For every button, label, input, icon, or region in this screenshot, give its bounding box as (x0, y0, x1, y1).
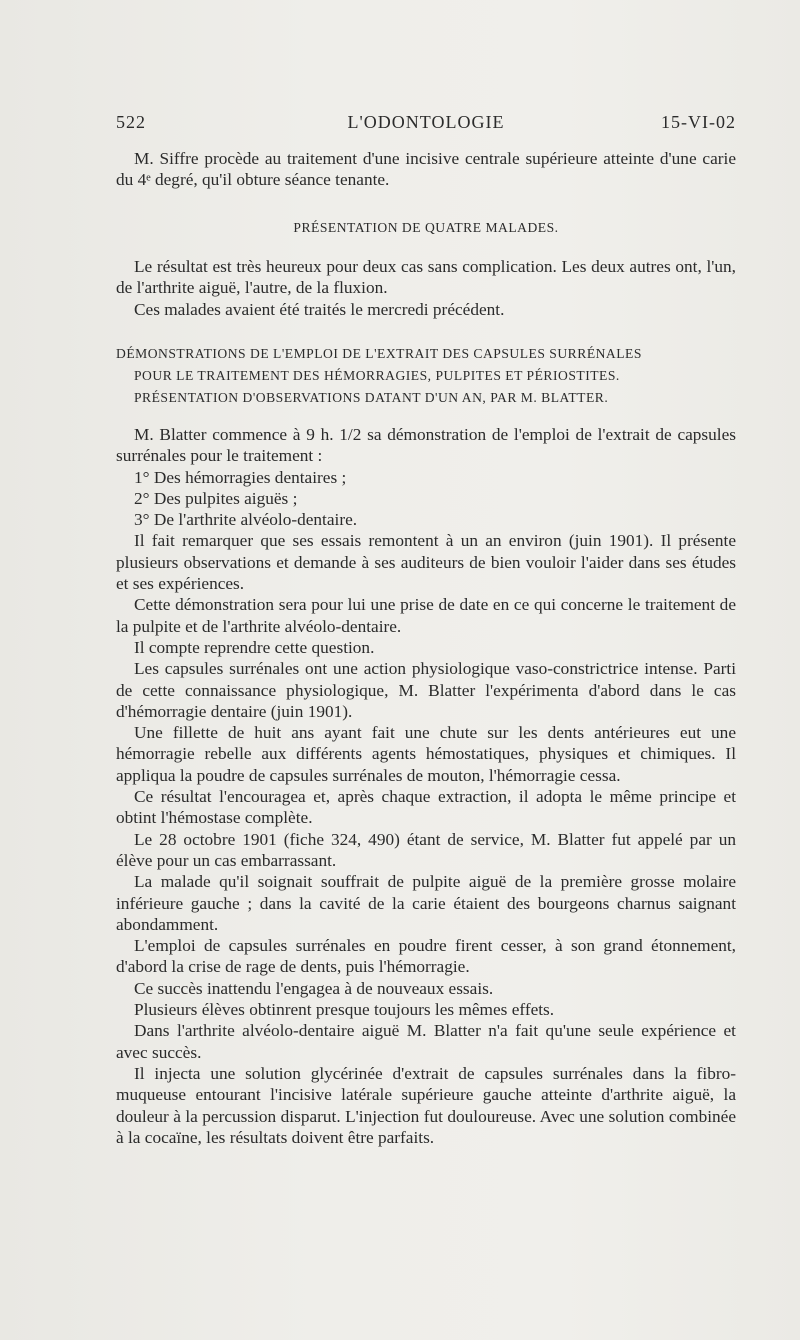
body-paragraph: L'emploi de capsules surrénales en poudre firent cesser, à son grand étonnement, d'abord la crise de rage de dents, puis l'hémorragie. (116, 936, 736, 977)
section-title-presentation: PRÉSENTATION DE QUATRE MALADES. (293, 220, 559, 235)
list-item-1: 1° Des hémorragies dentaires ; (134, 467, 347, 487)
body-paragraph: Le 28 octobre 1901 (fiche 324, 490) étant de service, M. Blatter fut appelé par un élève pour un cas embarrassant. (116, 829, 736, 870)
body-paragraph: Il compte reprendre cette question. (134, 637, 375, 657)
body-paragraph: Ce résultat l'encouragea et, après chaque extraction, il adopta le même principe et obtint l'hémostase complète. (116, 787, 736, 828)
list-item-2: 2° Des pulpites aiguës ; (134, 488, 298, 508)
body-paragraph: Plusieurs élèves obtinrent presque toujours les mêmes effets. (134, 1000, 555, 1020)
body-paragraph: Dans l'arthrite alvéolo-dentaire aiguë M. Blatter n'a fait qu'une seule expérience et avec succès. (116, 1021, 736, 1062)
body-paragraph: Il injecta une solution glycérinée d'extrait de capsules surrénales dans la fibro-muqueuse entourant l'incisive latérale supérieure gauche atteinte d'arthrite aiguë, la douleur à la percussion disparut. L'injection fut douloureuse. Avec une solution combinée à la cocaïne, les résultats doivent être parfaits. (116, 1063, 736, 1147)
section1-paragraph-1: Le résultat est très heureux pour deux cas sans complication. Les deux autres ont, l'un, de l'arthrite aiguë, l'autre, de la fluxion. (116, 257, 736, 298)
issue-date: 15-VI-02 (661, 112, 736, 132)
list-item-3: 3° De l'arthrite alvéolo-dentaire. (134, 510, 358, 530)
body-paragraph: La malade qu'il soignait souffrait de pulpite aiguë de la première grosse molaire inférieure gauche ; dans la cavité de la carie étaient des bourgeons charnus saignant abondamment. (116, 872, 736, 934)
intro-text: M. Siffre procède au traitement d'une incisive centrale supérieure atteinte d'une carie du 4ᵉ degré, qu'il obture séance tenante. (116, 149, 736, 190)
section-title-demonstrations (116, 343, 736, 409)
section1-paragraph-2: Ces malades avaient été traités le mercredi précédent. (134, 299, 505, 319)
body-paragraph: Une fillette de huit ans ayant fait une chute sur les dents antérieures eut une hémorragie rebelle aux différents agents hémostatiques, physiques et chimiques. Il appliqua la poudre de capsules surrénales de mouton, l'hémorragie cessa. (116, 723, 736, 785)
page-number: 522 (116, 112, 146, 132)
section2-title-line-3: PRÉSENTATION D'OBSERVATIONS DATANT D'UN AN, PAR M. BLATTER. (134, 390, 609, 405)
section1-body (116, 256, 736, 320)
section2-title-line-2: POUR LE TRAITEMENT DES HÉMORRAGIES, PULPITES ET PÉRIOSTITES. (134, 368, 620, 383)
intro-paragraph (116, 148, 736, 191)
body-paragraph: Cette démonstration sera pour lui une prise de date en ce qui concerne le traitement de la pulpite et de l'arthrite alvéolo-dentaire. (116, 595, 736, 636)
body-paragraph: Ce succès inattendu l'engagea à de nouveaux essais. (134, 978, 494, 998)
body-paragraph: Les capsules surrénales ont une action physiologique vaso-constrictrice intense. Parti de cette connaissance physiologique, M. Blatter l'expérimenta d'abord dans le cas d'hémorragie dentaire (juin 1901). (116, 659, 736, 721)
body-paragraph: Il fait remarquer que ses essais remontent à un an environ (juin 1901). Il présente plusieurs observations et demande à ses auditeurs de bien vouloir l'aider dans ses études et ses expériences. (116, 531, 736, 594)
running-header (116, 112, 736, 138)
section2-title-line-1: DÉMONSTRATIONS DE L'EMPLOI DE L'EXTRAIT DES CAPSULES SURRÉNALES (116, 346, 642, 361)
section2-body (116, 424, 736, 1148)
journal-title: L'ODONTOLOGIE (347, 112, 505, 132)
body-paragraph-intro: M. Blatter commence à 9 h. 1/2 sa démonstration de l'emploi de l'extrait de capsules surrénales pour le traitement : (116, 425, 736, 466)
